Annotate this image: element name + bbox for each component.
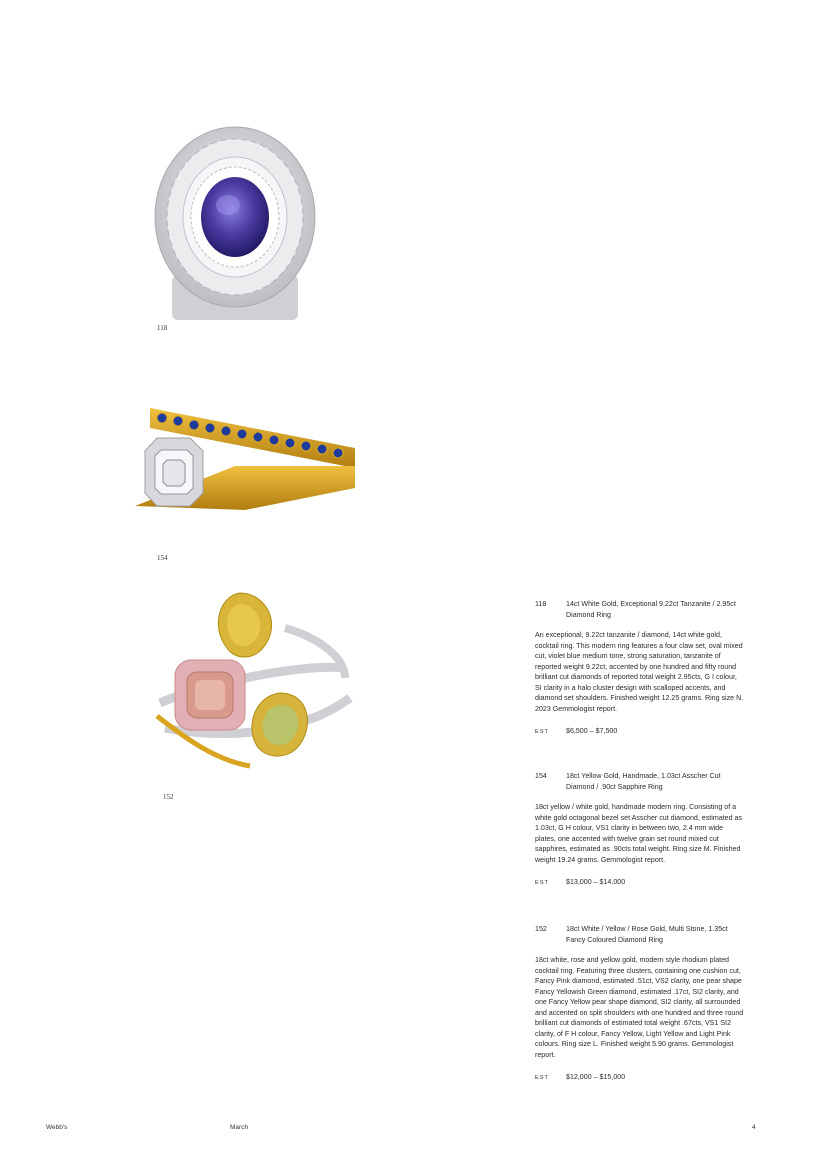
footer-month: March xyxy=(230,1124,249,1131)
lot-description: 18ct yellow / white gold, handmade modern ring. Consisting of a white gold octagonal bezel set Asscher cut diamond, estimated as 1.03ct, G H colour, VS1 clarity in between two, 2.4 mm wide plates, one accented with twelve grain set round mixed cut sapphires, estimated as .90cts total weight. Ring size M. Finished weight 19.24 grams. Gemmologist report. xyxy=(535,803,743,864)
lot-title: 18ct Yellow Gold, Handmade, 1.03ct Asscher Cut Diamond / .90ct Sapphire Ring xyxy=(566,772,721,791)
lot-number: 118 xyxy=(535,600,547,608)
image-caption-118: 118 xyxy=(157,324,168,332)
image-caption-154: 154 xyxy=(157,554,168,562)
lot-estimate-row xyxy=(535,1072,745,1084)
lot-entry-152 xyxy=(535,924,745,1084)
footer-brand: Webb's xyxy=(46,1124,68,1131)
estimate-label: EST xyxy=(535,880,549,886)
lot-estimate-row xyxy=(535,877,745,889)
page-number: 4 xyxy=(752,1124,756,1131)
lot-entry-118 xyxy=(535,599,745,738)
lot-entry-154 xyxy=(535,771,745,889)
estimate-value: $13,000 – $14,000 xyxy=(566,878,626,886)
ring-118-image xyxy=(150,125,320,325)
lot-title: 18ct White / Yellow / Rose Gold, Multi Stone, 1.35ct Fancy Coloured Diamond Ring xyxy=(566,925,728,944)
estimate-value: $12,000 – $15,000 xyxy=(566,1073,626,1081)
lot-number: 154 xyxy=(535,772,547,780)
lot-number: 152 xyxy=(535,925,547,933)
estimate-label: EST xyxy=(535,1075,549,1081)
lot-description: An exceptional, 9.22ct tanzanite / diamond, 14ct white gold, cocktail ring. This modern ring features a four claw set, oval mixed cut, violet blue medium tone, strong saturation, tanzanite of reported weight 9.22ct, accented by one hundred and fifty round brilliant cut diamonds of reported total weight 2.95cts, G I colour, SI clarity in a halo cluster design with scalloped accents, and diamond set shoulders. Finished weight 12.25 grams. Ring size N. 2023 Gemmologist report. xyxy=(535,631,744,713)
lot-title: 14ct White Gold, Exceptional 9.22ct Tanzanite / 2.95ct Diamond Ring xyxy=(566,600,736,619)
ring-154-image xyxy=(135,398,360,518)
image-caption-152: 152 xyxy=(163,793,174,801)
lot-estimate-row xyxy=(535,726,745,738)
ring-152-image xyxy=(145,588,360,788)
lot-description: 18ct white, rose and yellow gold, modern style rhodium plated cocktail ring. Featuring three clusters, containing one cushion cut, Fancy Pink diamond, estimated .51ct, VS2 clarity, one pear shape Fancy Yellowish Green diamond, estimated .17ct, SI2 clarity, and one Fancy Yellow pear shape diamond, SI2 clarity, all surrounded and accented on split shoulders with one hundred and three round brilliant cut diamonds of estimated total weight .67cts, VS1 SI2 clarity, of F H colour, Fancy Yellow, Light Yellow and Light Pink colours. Ring size L. Finished weight 5.90 grams. Gemmologist report. xyxy=(535,956,744,1059)
estimate-value: $6,500 – $7,500 xyxy=(566,727,618,735)
estimate-label: EST xyxy=(535,729,549,735)
